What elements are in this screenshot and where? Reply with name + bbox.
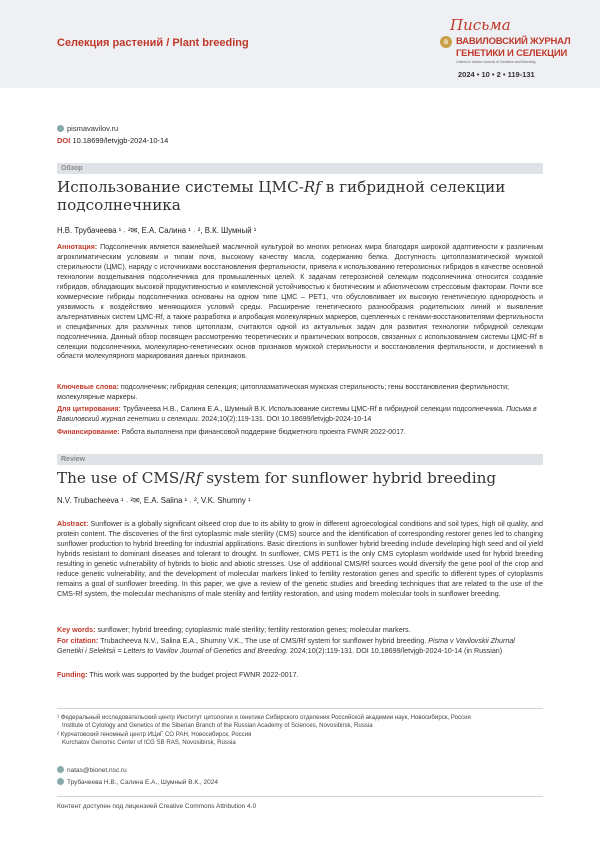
article-type-ru: Обзор [57,163,543,174]
citation-ru [57,405,543,424]
license-line: Контент доступен под лицензией Creative Commons Attribution 4.0 [57,803,257,810]
title-en-part1: The use of CMS/ [57,469,185,487]
abstract-en-label: Abstract: [57,520,89,528]
citation-en-label: For citation: [57,637,99,645]
globe-icon [57,125,64,132]
funding-ru-text: Работа выполнена при финансовой поддержке бюджетного проекта FWNR 2022-0017. [121,429,406,436]
issue-info: 2024 • 10 • 2 • 119-131 [458,70,535,79]
abstract-ru [57,243,543,362]
title-en-part2: system for sunflower hybrid breeding [201,469,497,487]
keywords-en-text: sunflower; hybrid breeding; cytoplasmic male sterility; fertility restoration genes; molecular markers. [97,626,411,634]
logo-line-2: ГЕНЕТИКИ И СЕЛЕКЦИИ [456,48,568,59]
funding-en-label: Funding: [57,671,88,679]
title-ru-part2: в гибридной селекции подсолнечника [57,178,506,214]
copyright-icon [57,778,64,785]
affiliation-1-ru: ¹ Федеральный исследовательский центр Институт цитологии и генетики Сибирского отделения Российской академии наук, Новосибирск, Россия [57,714,471,721]
abstract-ru-label: Аннотация: [57,244,98,251]
citation-en [57,637,543,656]
citation-ru-journal: Письма в Вавиловский журнал генетики и селекции. [57,406,537,423]
email-link[interactable]: natas@bionet.nsc.ru [67,767,127,774]
funding-ru-label: Финансирование: [57,429,120,436]
abstract-ru-text: Подсолнечник является важнейшей масличной культурой во многих регионах мира благодаря широкой адаптивности к различным агроклиматическим условиям и типам почв, высокому качеству масла, содержанию белка. Доступность цитоплазматической мужской стерильности (ЦМС), наряду с источниками восстановления фертильности, привела к использованию гетерозисных гибридов в качестве основной технологии возделывания подсолнечника для промышленных целей. К задачам гетерозисной селекции подсолнечника относится создание гибридов, обладающих высокой продуктивностью и комплексной устойчивостью к биотическим и абиотическим стрессовым факторам. Почти все коммерческие гибриды подсолнечника основаны на одном типе ЦМС – PET1, что обусловливает их высокую генетическую однородность и уязвимость к воздействию меняющихся условий среды. Расширение генетического разнообразия родительских линий и выявление альтернативных систем ЦМС-Rf, а также разработка и апробация молекулярных маркеров, сцепленных с генами-восстановителями фертильности и специфичных для различных типов цитоплазм, считаются одной из актуальных задач для развития технологии гибридной селекции подсолнечника. Данный обзор посвящен рассмотрению теоретических и практических вопросов, связанных с использованием системы ЦМС-Rf в селекции подсолнечника, молекулярно-генетических основ признаков мужской стерильности и восстановления фертильности, и достижений в области молекулярного маркирования данных признаков. [57,244,543,361]
citation-ru-text: Трубачеева Н.В., Салина Е.А., Шумный В.К. Использование системы ЦМС-Rf в гибридной селекции подсолнечника. [122,406,505,413]
affiliation-2-en: Kurchatov Genomic Center of ICG SB RAS, Novosibirsk, Russia [62,739,236,747]
affiliation-1-en: Institute of Cytology and Genetics of the Siberian Branch of the Russian Academy of Sciences, Novosibirsk, Russia [62,722,373,730]
funding-en-text: This work was supported by the budget project FWNR 2022-0017. [89,671,299,679]
affiliation-2-ru: ² Курчатовский геномный центр ИЦиГ СО РАН, Новосибирск, Россия [57,730,252,738]
site-line [57,124,118,133]
authors-ru: Н.В. Трубачеева ¹ ˒ ²✉, Е.А. Салина ¹ ˒ ², В.К. Шумный ¹ [57,226,257,235]
keywords-en [57,626,543,636]
keywords-ru-label: Ключевые слова: [57,384,119,391]
section-label: Селекция растений / Plant breeding [57,37,249,49]
copyright-text: Трубачеева Н.В., Салина Е.А., Шумный В.К., 2024 [67,779,219,786]
citation-ru-ref: 2024;10(2):119-131. DOI 10.18699/letvjgb-2024-10-14 [201,415,372,423]
keywords-ru-text: подсолнечник; гибридная селекция; цитоплазматическая мужская стерильность; гены восстановления фертильности; молекулярные маркеры. [57,384,510,401]
divider [57,708,543,709]
keywords-ru [57,383,543,402]
citation-en-ref: 2024;10(2):119-131. DOI 10.18699/letvjgb-2024-10-14 (in Russian) [289,646,503,655]
divider-bottom [57,796,543,797]
title-en-italic: Rf [184,469,202,487]
citation-ru-label: Для цитирования: [57,406,121,413]
doi-label: DOI [57,136,71,145]
abstract-en [57,520,543,600]
article-type-en: Review [57,454,543,465]
citation-en-text: Trubacheeva N.V., Salina E.A., Shumny V.K., The use of CMS/Rf system for sunflower hybrid breeding. [100,637,427,645]
logo-line-1: ВАВИЛОВСКИЙ ЖУРНАЛ [456,36,571,47]
copyright-line [57,778,218,786]
email-line [57,766,127,774]
title-ru-part1: Использование системы ЦМС- [57,178,304,196]
doi-link[interactable]: 10.18699/letvjgb-2024-10-14 [72,136,169,145]
title-en [57,469,543,487]
citation-en-journal: Pisma v Vavilovskii Zhurnal Genetiki i Selektsii = Letters to Vavilov Journal of Genetics and Breeding. [57,637,515,655]
logo-script: Письма [450,16,511,34]
title-ru-italic: Rf [303,178,321,196]
title-ru [57,178,543,214]
keywords-en-label: Key words: [57,626,96,634]
logo-badge-icon: в [440,36,452,48]
doi-line [57,136,168,145]
funding-ru [57,428,543,438]
authors-en: N.V. Trubacheeva ¹ ˒ ²✉, E.A. Salina ¹ ˒ ², V.K. Shumny ¹ [57,496,251,505]
site-link[interactable]: pismavavilov.ru [67,124,119,133]
logo-subtitle: Letters to Vavilov Journal of Genetics and Breeding [456,60,536,64]
affiliations [57,714,543,748]
mail-icon [57,766,64,773]
funding-en [57,671,543,681]
abstract-en-text: Sunflower is a globally significant oilseed crop due to its ability to grow in different agroecological conditions and soil types, high oil quality, and protein content. The discoveries of the first cytoplasmic male sterility (CMS) source and the identification of corresponding restorer genes led to changing sunflower production to hybrid breeding for industrial applications. Basic directions in sunflower hybrid breeding include developing high seed and oil yield hybrids resistant to dominant diseases and tolerant to drought. In sunflower, CMS PET1 is the only CMS cytoplasm worldwide used for hybrid breeding resulting in genetic vulnerability of hybrids to biotic and abiotic stresses. Use of additional CMS/Rf sources would diversify the gene pool of the crop and reduce genetic vulnerability, and the development of molecular markers linked to fertility restoration genes and specific to different types of cytoplasms remains a goal of sunflower breeding. In this paper, we give a review of the genetic studies and breeding techniques that are related to the use of the CMS-Rf system, the molecular mechanisms of male sterility and fertility restoration, and using modern molecular tools in sunflower breeding. [57,520,543,598]
